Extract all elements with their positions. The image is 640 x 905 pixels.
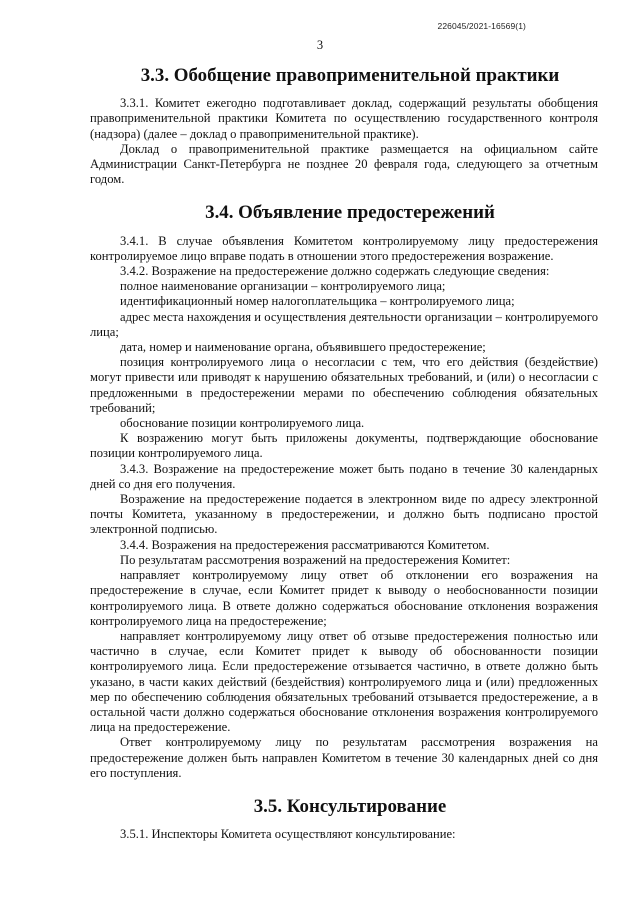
section-heading-3-3: 3.3. Обобщение правоприменительной практики	[140, 65, 560, 86]
paragraph: Доклад о правоприменительной практике размещается на официальном сайте Администрации Санкт-Петербурга не позднее 20 февраля года, следующего за отчетным годом.	[90, 141, 598, 187]
paragraph: Возражение на предостережение подается в электронном виде по адресу электронной почты Комитета, указанному в предостережении, и должно быть подписано простой электронной подписью.	[90, 492, 598, 537]
paragraph: По результатам рассмотрения возражений на предостережения Комитет:	[120, 552, 511, 567]
list-item: направляет контролируемому лицу ответ об отзыве предостережения полностью или частично в случае, если Комитет придет к выводу об обоснованности позиции контролируемого лица. Если предостережение отзывается частично, в ответе должно быть указано, в части каких действий (бездействия) контролируемого лица и (или) предложенных мер по обеспечению соблюдения обязательных требований отзывается предостережение, а в остальной части должно содержаться обоснование отклонения возражения контролируемого лица на предостережение.	[90, 628, 598, 735]
list-item: адрес места нахождения и осуществления деятельности организации – контролируемого лица;	[90, 309, 598, 339]
paragraph: 3.4.4. Возражения на предостережения рассматриваются Комитетом.	[120, 537, 490, 552]
paragraph: 3.4.1. В случае объявления Комитетом контролируемому лицу предостережения контролируемое лицо вправе подать в отношении этого предостережения возражение.	[90, 233, 598, 263]
paragraph: К возражению могут быть приложены документы, подтверждающие обоснование позиции контролируемого лица.	[90, 431, 598, 461]
paragraph: 3.4.3. Возражение на предостережение может быть подано в течение 30 календарных дней со дня его получения.	[90, 461, 598, 491]
list-item: обоснование позиции контролируемого лица.	[120, 416, 365, 431]
paragraph: Ответ контролируемому лицу по результатам рассмотрения возражения на предостережение должен быть направлен Комитетом в течение 30 календарных дней со дня его поступления.	[90, 735, 598, 780]
document-id: 226045/2021-16569(1)	[437, 21, 526, 31]
list-item: идентификационный номер налогоплательщика – контролируемого лица;	[120, 294, 515, 309]
list-item: позиция контролируемого лица о несогласии с тем, что его действия (бездействие) могут привести или приводят к нарушению обязательных требований, и (или) о несогласии с предложенными в предостережении мерами по обеспечению соблюдения обязательных требований;	[90, 355, 598, 415]
paragraph: 3.4.2. Возражение на предостережение должно содержать следующие сведения:	[120, 264, 550, 279]
list-item: направляет контролируемому лицу ответ об отклонении его возражения на предостережение в случае, если Комитет придет к выводу о необоснованности позиции контролируемого лица. В ответе должно содержаться обоснование отклонения возражения контролируемого лица на предостережение;	[90, 568, 598, 628]
list-item: дата, номер и наименование органа, объявившего предостережение;	[120, 340, 486, 355]
list-item: полное наименование организации – контролируемого лица;	[120, 279, 446, 294]
document-body	[90, 65, 598, 842]
paragraph: 3.5.1. Инспекторы Комитета осуществляют консультирование:	[120, 827, 456, 842]
paragraph: 3.3.1. Комитет ежегодно подготавливает доклад, содержащий результаты обобщения правоприменительной практики Комитета по осуществлению государственного контроля (надзора) (далее – доклад о правоприменительной практике).	[90, 96, 598, 141]
section-heading-3-4: 3.4. Объявление предостережений	[205, 202, 495, 224]
page-number: 3	[316, 38, 324, 52]
section-heading-3-5: 3.5. Консультирование	[253, 795, 447, 817]
